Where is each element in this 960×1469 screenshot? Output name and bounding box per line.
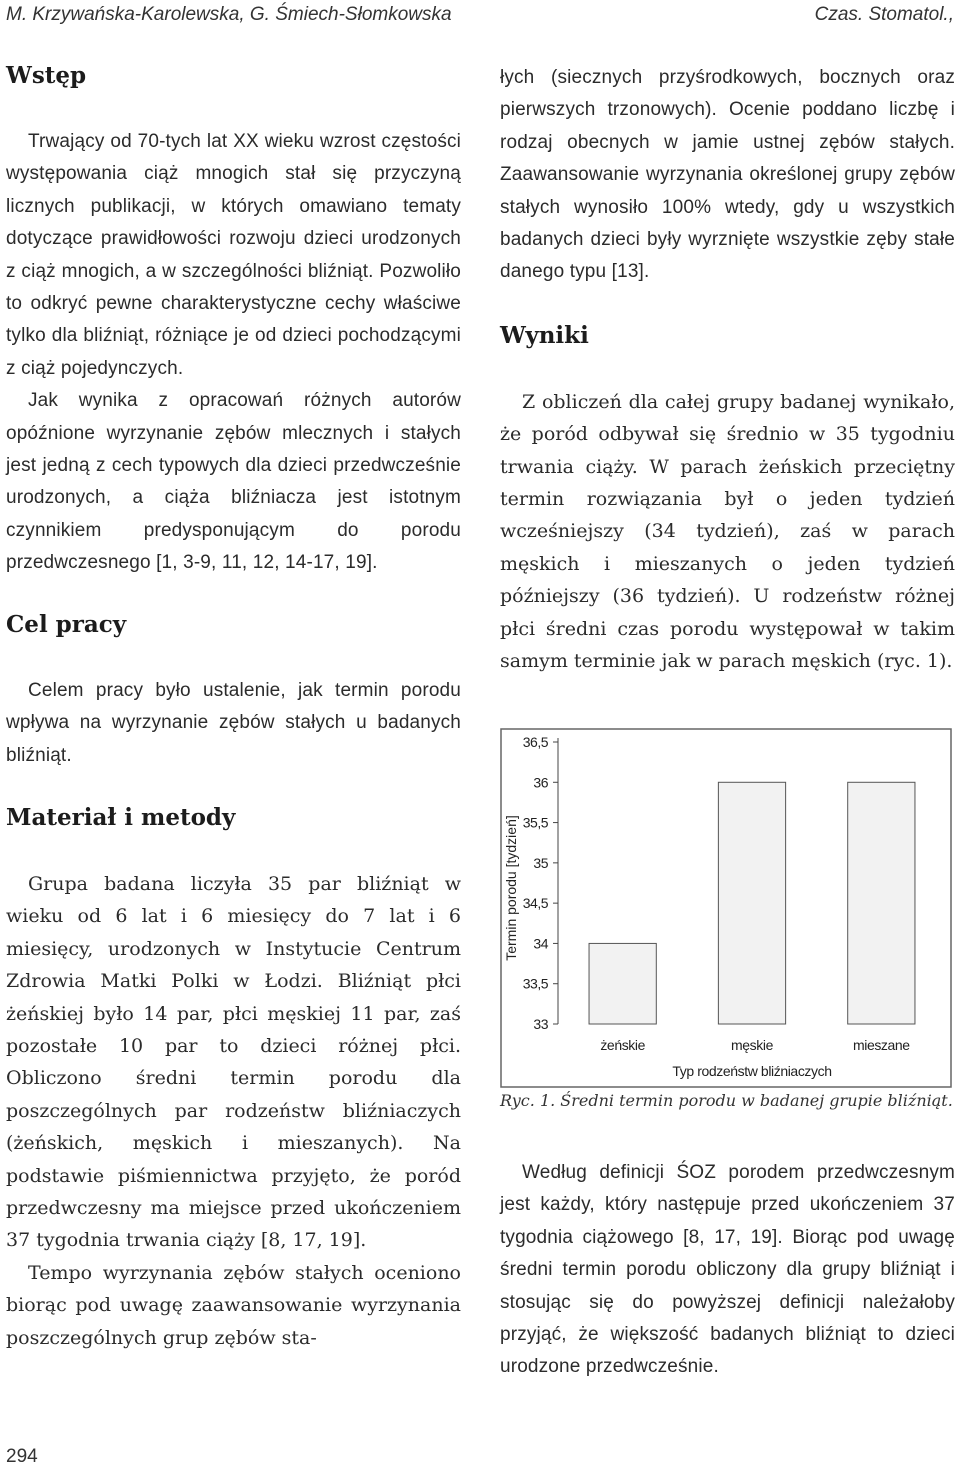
y-tick-label: 35: [533, 854, 548, 871]
y-tick-label: 33: [533, 1016, 548, 1032]
continued-paragraph: łych (siecznych przyśrodkowych, bocznych oraz pierwszych trzonowych). Ocenie poddano liczbę i rodzaj obecnych w jamie ustnej zębów stałych. Zaawansowanie wyrzynania określonej grupy zębów stałych wynosiło 100% wtedy, gdy u wszystkich badanych dzieci były wyrznięte wszystkie zęby stałe danego typu [13].: [500, 67, 955, 283]
methods-heading: Materiał i metody: [6, 803, 236, 831]
bar-1: [589, 943, 656, 1024]
left-column: [6, 62, 461, 1354]
x-tick-label: mieszane: [852, 1037, 910, 1053]
results-heading: Wyniki: [500, 321, 589, 349]
right-column: [500, 62, 955, 678]
y-axis-label: Termin porodu [tydzień]: [503, 815, 519, 961]
bar-3: [848, 782, 915, 1024]
x-tick-label: męskie: [731, 1037, 773, 1053]
y-tick-label: 33,5: [522, 975, 548, 992]
methods-paragraph-2: Tempo wyrzynania zębów stałych oceniono biorąc pod uwagę zaawansowanie wyrzynania poszczególnych grup zębów sta-: [6, 1261, 461, 1349]
intro-paragraph-2: Jak wynika z opracowań różnych autorów opóźnione wyrzynanie zębów mlecznych i stałych jest jedną z cech typowych dla dzieci przedwcześnie urodzonych, a ciąża bliźniacza jest istotnym czynnikiem predysponującym do porodu przedwczesnego [1, 3-9, 11, 12, 14-17, 19].: [6, 390, 461, 574]
delivery-term-bar-chart: [500, 728, 952, 1088]
figure-caption: Ryc. 1. Średni termin porodu w badanej grupie bliźniąt.: [500, 1091, 953, 1110]
y-tick-label: 35,5: [522, 814, 548, 831]
y-tick-label: 34,5: [522, 895, 548, 912]
bar-2: [718, 782, 785, 1024]
running-header: [6, 4, 954, 28]
right-column-lower: [500, 1157, 955, 1384]
aim-paragraph: Celem pracy było ustalenie, jak termin porodu wpływa na wyrzynanie zębów stałych u badanych bliźniąt.: [6, 679, 461, 766]
header-journal: Czas. Stomatol.,: [814, 4, 954, 25]
methods-paragraph-1: Grupa badana liczyła 35 par bliźniąt w wieku od 6 lat i 6 miesięcy do 7 lat i 6 miesięcy, urodzonych w Instytucie Centrum Zdrowia Matki Polki w Łodzi. Bliźniąt płci żeńskiej było 14 par, płci męskiej 11 par, zaś pozostałe 10 par to dzieci różnej płci. Obliczono średni termin porodu dla poszczególnych par rodzeństw bliźniaczych (żeńskich, męskich i mieszanych). Na podstawie piśmiennictwa przyjęto, że poród przedwczesny ma miejsce przed ukończeniem 37 tygodnia trwania ciąży [8, 17, 19].: [6, 872, 461, 1252]
x-tick-label: żeńskie: [600, 1037, 646, 1053]
intro-heading: Wstęp: [6, 62, 87, 89]
page-number: 294: [6, 1446, 38, 1467]
y-tick-label: 36: [533, 774, 548, 791]
aim-heading: Cel pracy: [6, 610, 127, 638]
intro-paragraph-1: Trwający od 70-tych lat XX wieku wzrost częstości występowania ciąż mnogich stał się przyczyną licznych publikacji, w których omawiano tematy dotyczące prawidłowości rozwoju dzieci urodzonych z ciąż mnogich, a w szczególności bliźniąt. Pozwoliło to odkryć pewne charakterystyczne cechy właściwe tylko dla bliźniąt, różniące je od dzieci pochodzącymi z ciąż pojedynczych.: [6, 131, 461, 379]
x-axis-label: Typ rodzeństw bliźniaczych: [672, 1063, 832, 1079]
y-tick-label: 34: [533, 935, 548, 952]
results-paragraph-1: Z obliczeń dla całej grupy badanej wynikało, że poród odbywał się średnio w 35 tygodniu trwania ciąży. W parach żeńskich przeciętny termin rozwiązania był o jeden tydzień wcześniejszy (34 tydzień), zaś w parach męskich i mieszanych o jeden tydzień późniejszy (36 tydzień). U rodzeństw różnej płci średni czas porodu występował w takim samym terminie jak w parach męskich (ryc. 1).: [500, 390, 955, 673]
header-authors: M. Krzywańska-Karolewska, G. Śmiech-Słomkowska: [6, 4, 452, 25]
results-paragraph-2: Według definicji ŚOZ porodem przedwczesnym jest każdy, który następuje przed ukończeniem 37 tygodnia ciążowego [8, 17, 19]. Biorąc pod uwagę średni termin porodu obliczony dla grupy bliźniąt i stosując się do powyższej definicji należałoby przyjąć, że większość badanych bliźniąt to dzieci urodzone przedwcześnie.: [500, 1162, 955, 1378]
y-tick-label: 36,5: [522, 734, 548, 750]
